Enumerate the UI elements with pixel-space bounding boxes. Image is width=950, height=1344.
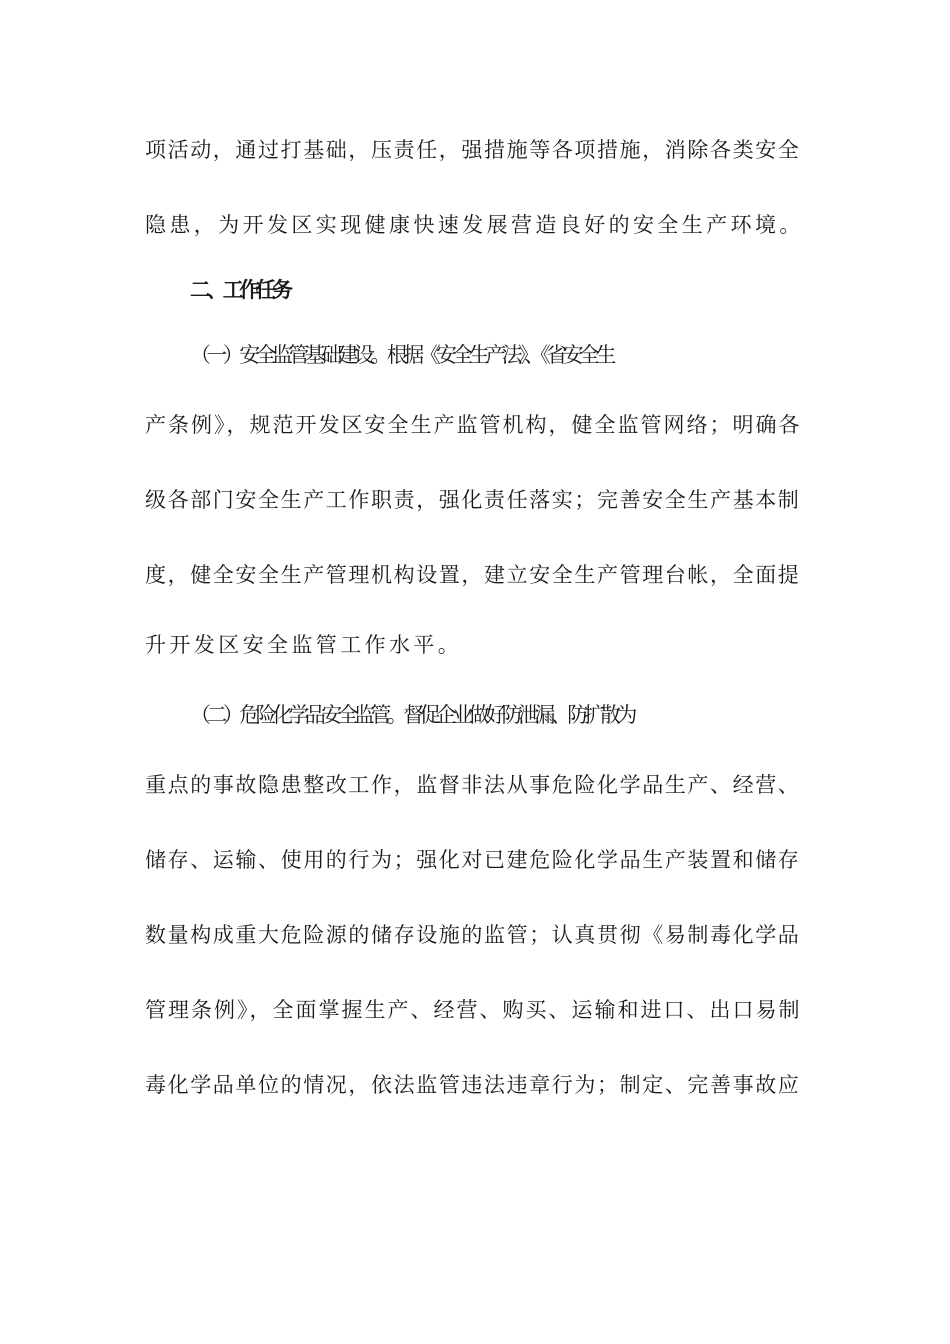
text-line-13: 毒化学品单位的情况，依法监管违法违章行为；制定、完善事故应: [145, 1073, 801, 1097]
text-line-2: 隐患，为开发区实现健康快速发展营造良好的安全生产环境。: [145, 213, 804, 237]
text-line-6: 度，健全安全生产管理机构设置，建立安全生产管理台帐，全面提: [145, 563, 801, 587]
text-line-12: 管理条例》，全面掌握生产、经营、购买、运输和进口、出口易制: [145, 998, 802, 1022]
text-line-3: （一）安全监管基础建设。根据《安全生产法》、《省安全生: [190, 343, 612, 367]
text-line-1: 项活动，通过打基础，压责任，强措施等各项措施，消除各类安全: [145, 138, 801, 162]
text-line-10: 储存、运输、使用的行为；强化对已建危险化学品生产装置和储存: [145, 848, 801, 872]
text-line-9: 重点的事故隐患整改工作，监督非法从事危险化学品生产、经营、: [145, 773, 801, 797]
text-line-4: 产条例》，规范开发区安全生产监管机构，健全监管网络；明确各: [145, 413, 802, 437]
text-line-7: 升开发区安全监管工作水平。: [145, 633, 463, 657]
text-line-11: 数量构成重大危险源的储存设施的监管；认真贯彻《易制毒化学品: [145, 923, 801, 947]
section-heading: 二、工作任务: [190, 278, 289, 302]
text-line-8: （二）危险化学品安全监管。督促企业做好防泄漏、防扩散为: [190, 703, 633, 727]
text-line-5: 级各部门安全生产工作职责，强化责任落实；完善安全生产基本制: [145, 488, 801, 512]
